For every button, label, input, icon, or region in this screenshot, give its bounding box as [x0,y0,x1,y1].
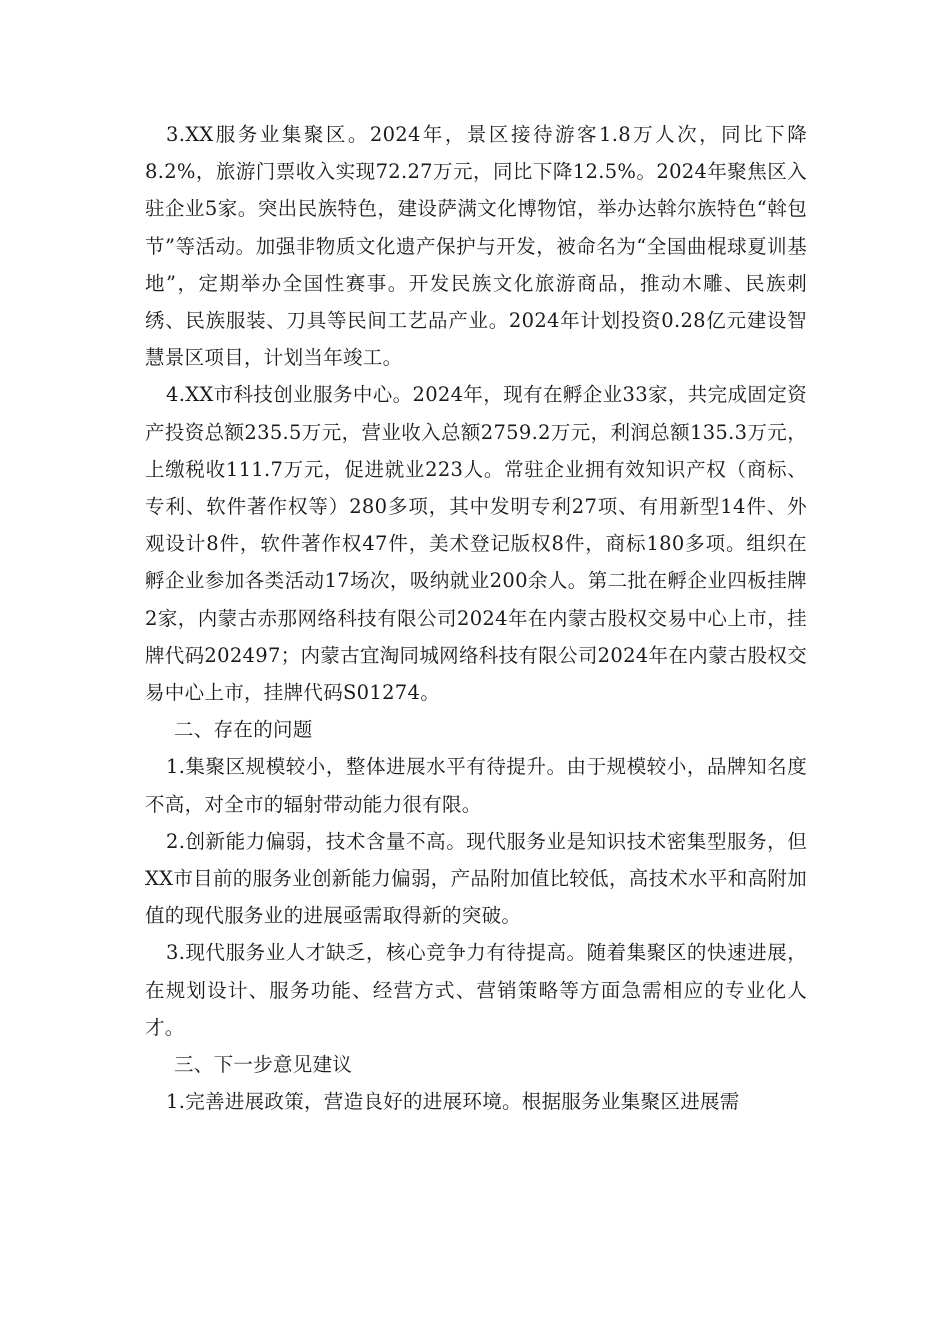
section-heading-suggestions: 三、下一步意见建议 [174,1053,353,1077]
paragraph-suggestion-policy: 1.完善进展政策，营造良好的进展环境。根据服务业集聚区进展需 [166,1090,740,1114]
document-body [145,116,807,1120]
paragraph-problem-scale: 1.集聚区规模较小，整体进展水平有待提升。由于规模较小，品牌知名度不高，对全市的辐射带动能力很有限。 [145,755,807,816]
paragraph-problem-talent: 3.现代服务业人才缺乏，核心竞争力有待提高。随着集聚区的快速进展，在规划设计、服务功能、经营方式、营销策略等方面急需相应的专业化人才。 [145,941,807,1039]
paragraph-service-cluster: 3.XX服务业集聚区。2024年，景区接待游客1.8万人次，同比下降8.2%，旅游门票收入实现72.27万元，同比下降12.5%。2024年聚焦区入驻企业5家。突出民族特色，建设萨满文化博物馆，举办达斡尔族特色“斡包节”等活动。加强非物质文化遗产保护与开发，被命名为“全国曲棍球夏训基地”，定期举办全国性赛事。开发民族文化旅游商品，推动木雕、民族刺绣、民族服装、刀具等民间工艺品产业。2024年计划投资0.28亿元建设智慧景区项目，计划当年竣工。 [145,123,807,370]
paragraph-problem-innovation: 2.创新能力偏弱，技术含量不高。现代服务业是知识技术密集型服务，但XX市目前的服务业创新能力偏弱，产品附加值比较低，高技术水平和高附加值的现代服务业的进展亟需取得新的突破。 [145,829,807,928]
section-heading-problems: 二、存在的问题 [174,718,313,742]
paragraph-tech-center: 4.XX市科技创业服务中心。2024年，现有在孵企业33家，共完成固定资产投资总额235.5万元，营业收入总额2759.2万元，利润总额135.3万元，上缴税收111.7万元，促进就业223人。常驻企业拥有效知识产权（商标、专利、软件著作权等）280多项，其中发明专利27项、有用新型14件、外观设计8件，软件著作权47件，美术登记版权8件，商标180多项。组织在孵企业参加各类活动17场次，吸纳就业200余人。第二批在孵企业四板挂牌2家，内蒙古赤那网络科技有限公司2024年在内蒙古股权交易中心上市，挂牌代码202497；内蒙古宜淘同城网络科技有限公司2024年在内蒙古股权交易中心上市，挂牌代码S01274。 [145,383,807,705]
